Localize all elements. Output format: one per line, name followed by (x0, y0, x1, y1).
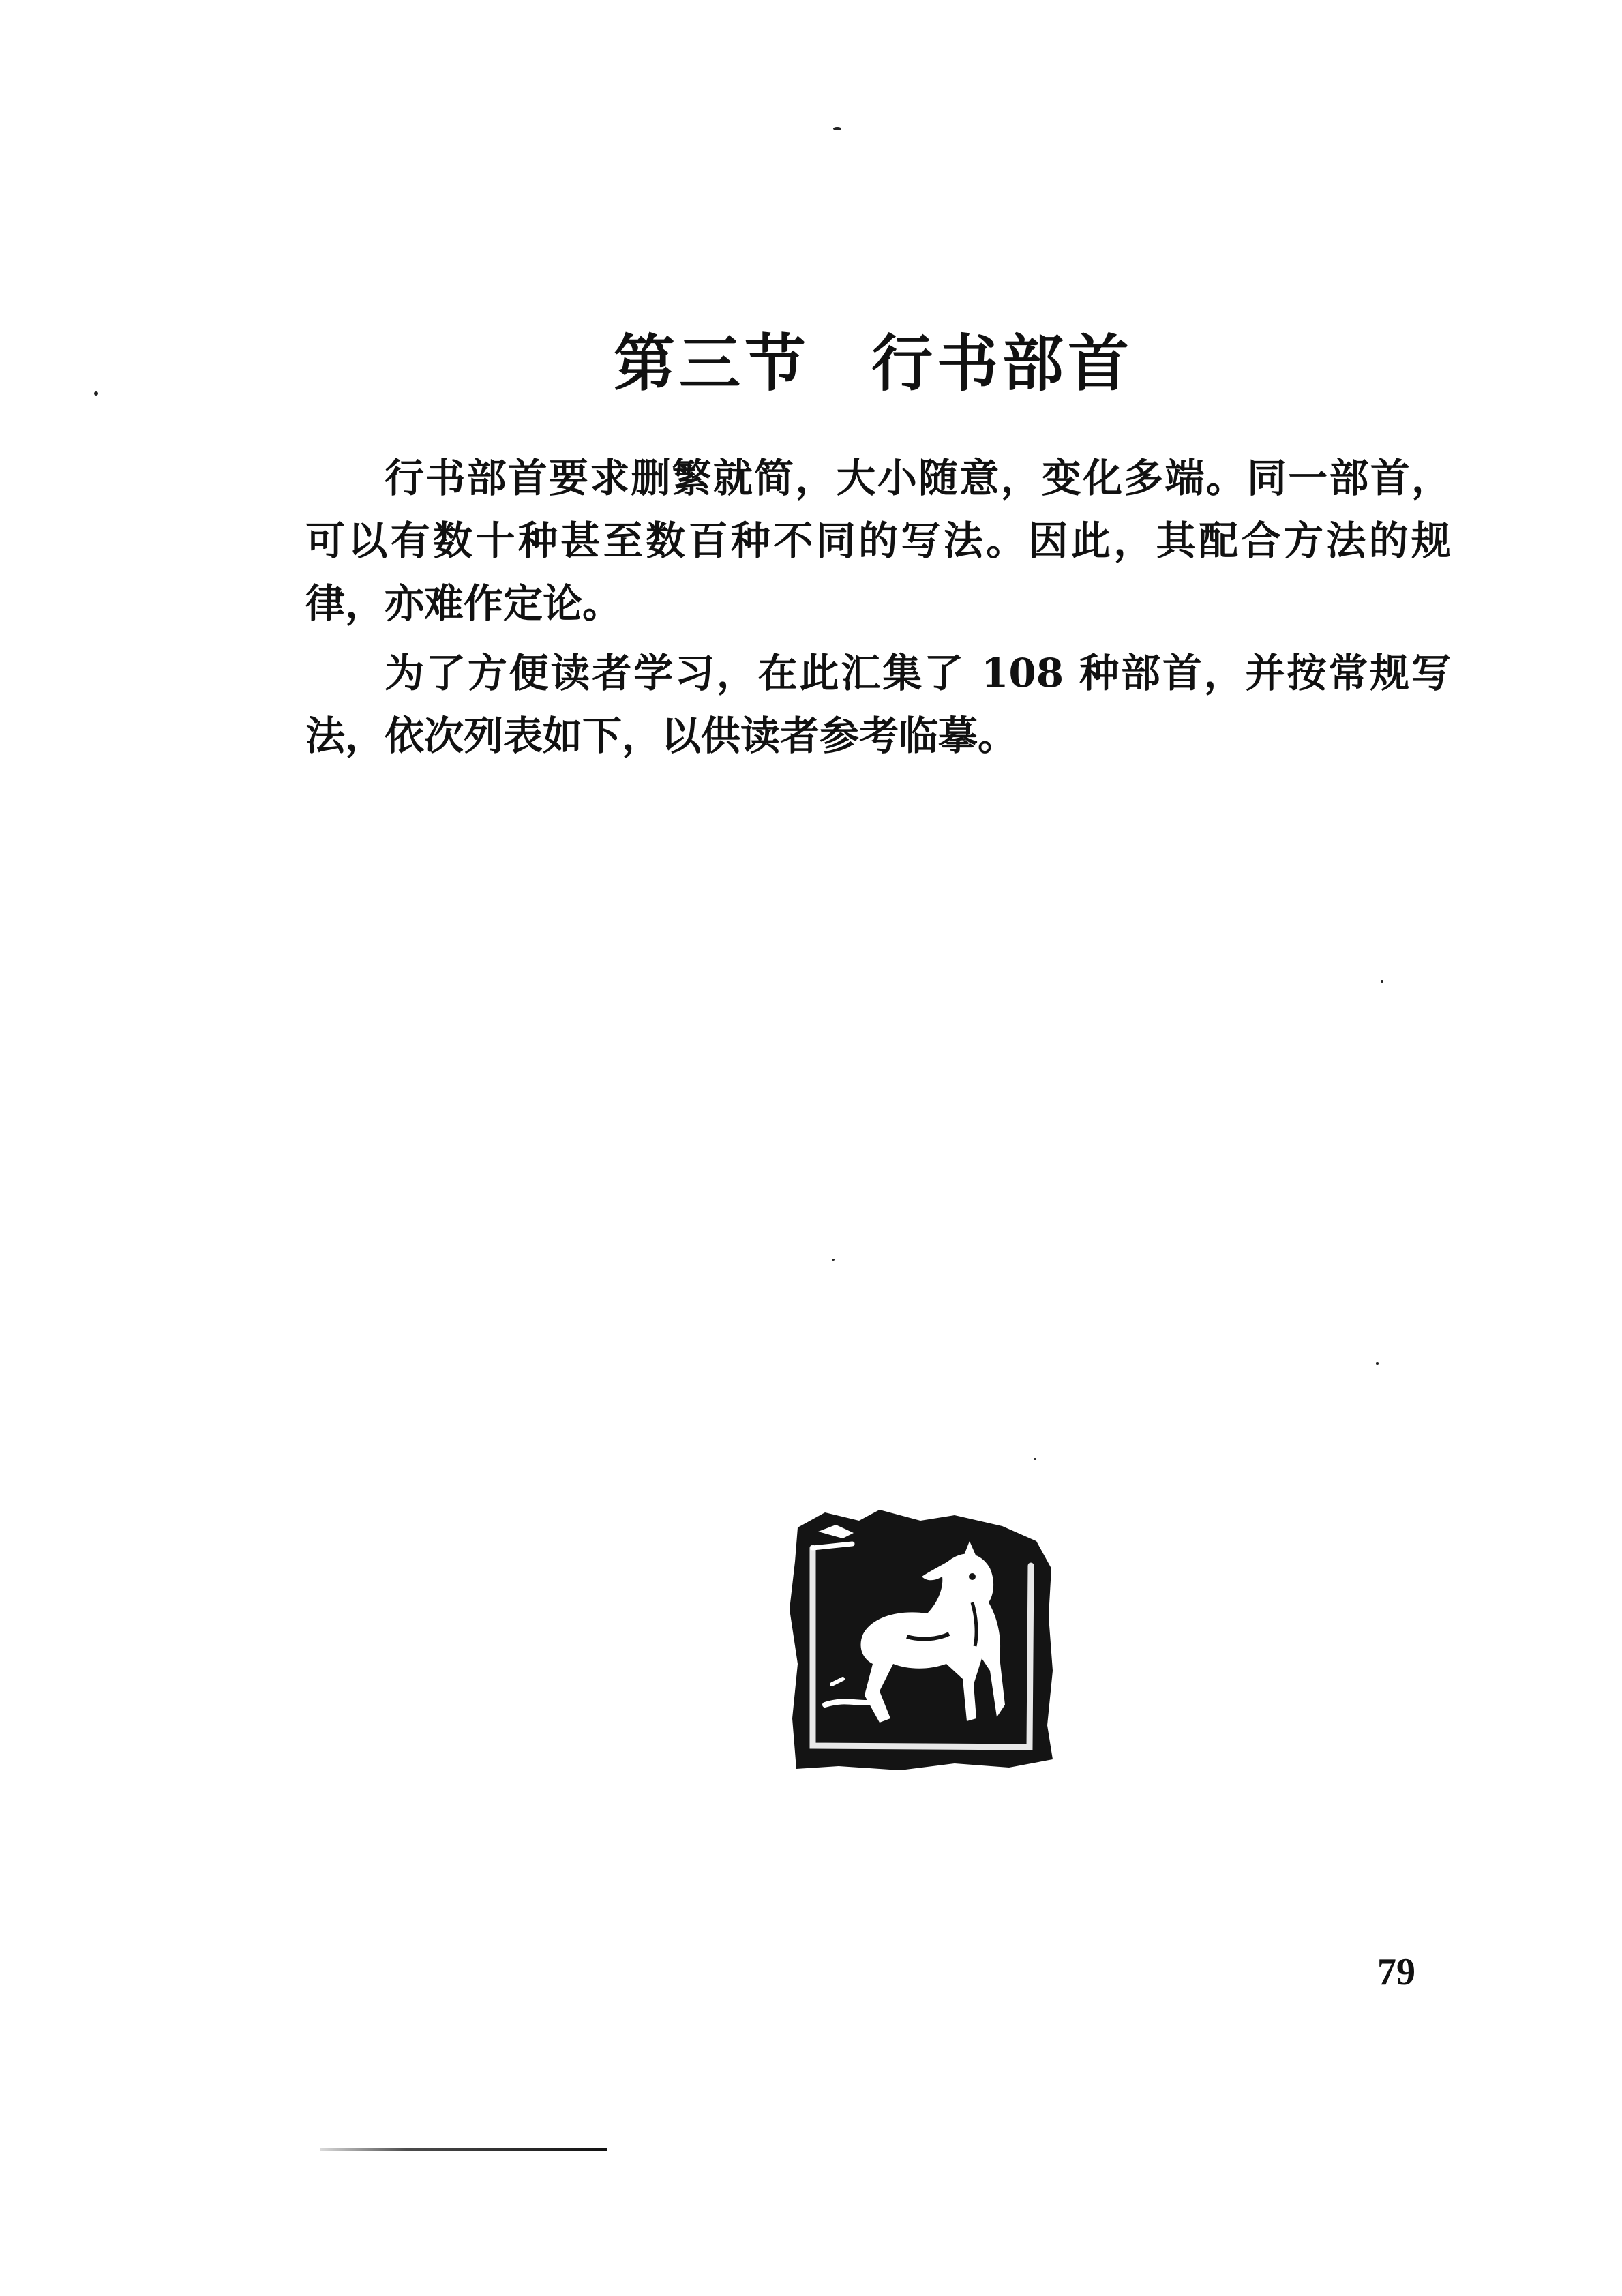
paragraph: 为了方便读者学习，在此汇集了 108 种部首，并按常规写法，依次列表如下，以供读者参考临摹。 (305, 650, 1451, 759)
scan-speck (1034, 1458, 1036, 1460)
section-heading (614, 314, 1159, 402)
body-text (305, 447, 1451, 774)
scan-speck (833, 127, 841, 130)
paragraph: 行书部首要求删繁就简，大小随意，变化多端。同一部首，可以有数十种甚至数百种不同的写法。因此，其配合方法的规律，亦难作定论。 (305, 455, 1451, 627)
scan-speck (832, 1259, 835, 1261)
horse-seal-icon (777, 1500, 1064, 1773)
page-number: 79 (1377, 1951, 1415, 1993)
bottom-rule (320, 2148, 607, 2151)
section-title: 行书部首 (871, 327, 1133, 400)
scan-speck (1381, 980, 1383, 983)
section-number: 第三节 (614, 327, 810, 400)
scan-speck (94, 391, 98, 396)
scan-speck (1376, 1362, 1379, 1365)
